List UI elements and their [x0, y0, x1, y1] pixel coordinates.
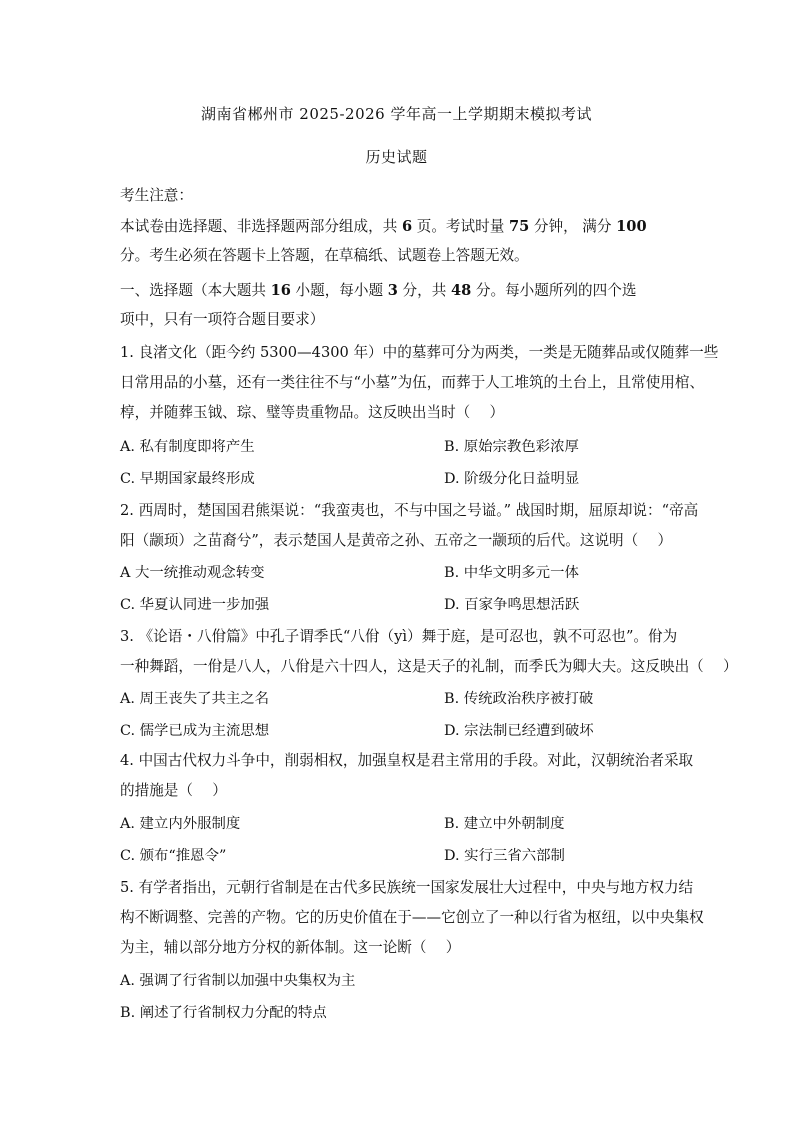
q4-line-2: 的措施是（ ）: [120, 782, 227, 799]
notice-line-1: 本试卷由选择题、非选择题两部分组成，共 6 页。考试时量 75 分钟， 满分 100: [120, 218, 647, 235]
q4-option-d: D. 实行三省六部制: [444, 848, 565, 864]
q3-option-c: C. 儒学已成为主流思想: [120, 723, 270, 739]
q5-line-2: 构不断调整、完善的产物。它的历史价值在于——它创立了一种以行省为枢纽，以中央集权: [120, 909, 704, 926]
q4-line-1: 4. 中国古代权力斗争中，削弱相权，加强皇权是君主常用的手段。对此，汉朝统治者采取: [120, 752, 694, 769]
section-heading-line-2: 项中，只有一项符合题目要求）: [120, 311, 325, 328]
q1-option-d: D. 阶级分化日益明显: [444, 471, 580, 487]
q5-line-1: 5. 有学者指出，元朝行省制是在古代多民族统一国家发展壮大过程中，中央与地方权力结: [120, 879, 694, 896]
q4-option-c: C. 颁布“推恩令”: [120, 848, 227, 864]
section-total: 48: [450, 282, 472, 299]
notice-line-2: 分。考生必须在答题卡上答题，在草稿纸、试题卷上答题无效。: [120, 247, 529, 264]
q1-line-2: 日常用品的小墓，还有一类往往不与“小墓”为伍，而葬于人工堆筑的土台上，且常使用棺、: [120, 374, 705, 391]
q1-line-1: 1. 良渚文化（距今约 5300—4300 年）中的墓葬可分为两类，一类是无随葬品或仅随葬一些: [120, 344, 719, 361]
notice-heading: 考生注意：: [120, 187, 193, 204]
q3-option-b: B. 传统政治秩序被打破: [444, 691, 594, 707]
q3-option-a: A. 周王丧失了共主之名: [120, 691, 270, 707]
q5-option-a: A. 强调了行省制以加强中央集权为主: [120, 973, 356, 989]
q2-option-a: A 大一统推动观念转变: [120, 565, 265, 581]
section-count: 16: [270, 282, 291, 299]
notice-minutes: 75: [508, 218, 530, 235]
exam-title: 湖南省郴州市 2025-2026 学年高一上学期期末模拟考试: [201, 105, 592, 123]
q2-line-1: 2. 西周时，楚国国君熊渠说：“我蛮夷也，不与中国之号谥。” 战国时期，屈原却说：“帝高: [120, 502, 699, 519]
q5-option-b: B. 阐述了行省制权力分配的特点: [120, 1005, 327, 1021]
q3-line-1: 3. 《论语・八佾篇》中孔子谓季氏“八佾（yì）舞于庭，是可忍也，孰不可忍也”。佾为: [120, 628, 678, 645]
q4-option-a: A. 建立内外服制度: [120, 816, 241, 832]
q1-option-a: A. 私有制度即将产生: [120, 439, 255, 455]
q5-line-3: 为主，辅以部分地方分权的新体制。这一论断（ ）: [120, 939, 461, 956]
exam-subtitle: 历史试题: [365, 148, 428, 166]
q2-option-b: B. 中华文明多元一体: [444, 565, 579, 581]
notice-score: 100: [616, 218, 647, 235]
q1-option-b: B. 原始宗教色彩浓厚: [444, 439, 579, 455]
section-each: 3: [387, 282, 398, 299]
q2-option-d: D. 百家争鸣思想活跃: [444, 597, 580, 613]
q3-line-2: 一种舞蹈，一佾是八人，八佾是六十四人，这是天子的礼制，而季氏为卿大夫。这反映出（ ）: [120, 658, 738, 675]
q4-option-b: B. 建立中外朝制度: [444, 816, 565, 832]
q2-line-2: 阳（颛顼）之苗裔兮”，表示楚国人是黄帝之孙、五帝之一颛顼的后代。这说明（ ）: [120, 532, 673, 549]
q2-option-c: C. 华夏认同进一步加强: [120, 597, 270, 613]
section-heading-line-1: 一、选择题（本大题共 16 小题，每小题 3 分，共 48 分。每小题所列的四个选: [120, 282, 637, 299]
q1-line-3: 椁，并随葬玉钺、琮、璧等贵重物品。这反映出当时（ ）: [120, 404, 505, 421]
q1-option-c: C. 早期国家最终形成: [120, 471, 255, 487]
q3-option-d: D. 宗法制已经遭到破坏: [444, 723, 594, 739]
notice-pages: 6: [401, 218, 413, 235]
